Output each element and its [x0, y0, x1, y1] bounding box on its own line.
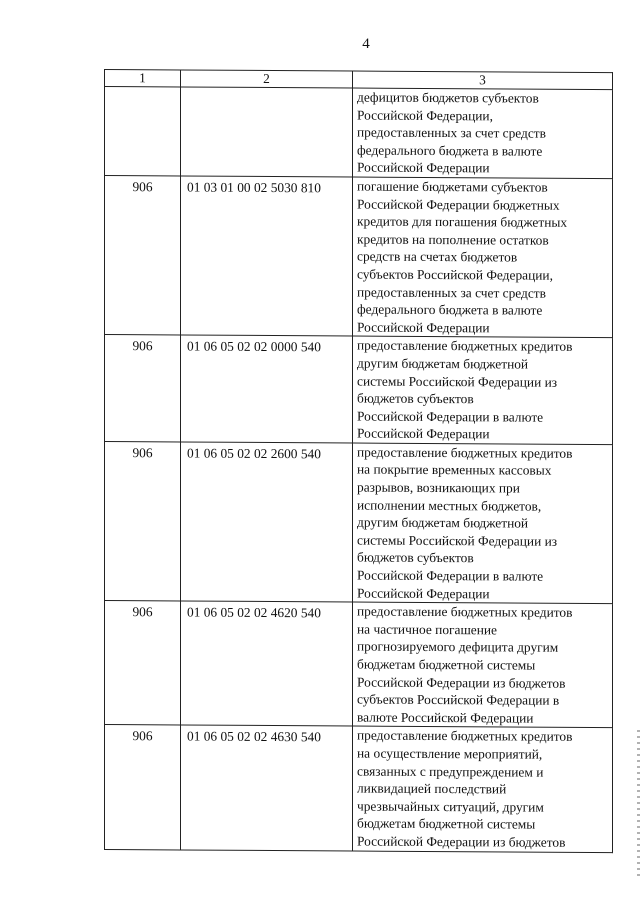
description-cell — [353, 443, 613, 604]
description-line: исполнении местных бюджетов, — [357, 497, 542, 514]
description-line: Российской Федерации из бюджетов — [357, 833, 566, 850]
budget-classification-code-cell: 01 06 05 02 02 4630 540 — [181, 725, 353, 850]
description-line: федерального бюджета в валюте — [357, 142, 543, 159]
column-header-1: 1 — [105, 70, 181, 87]
description-cell — [353, 726, 613, 852]
table-row — [105, 725, 613, 852]
description-line: другим бюджетам бюджетной — [357, 514, 529, 531]
description-line: валюте Российской Федерации — [357, 709, 534, 726]
description-cell — [353, 336, 613, 444]
description-line: предоставленных за счет средств — [357, 124, 546, 141]
table-row — [105, 601, 613, 728]
description-line: Российской Федерации — [357, 425, 490, 442]
description-line: Российской Федерации из бюджетов — [357, 674, 566, 691]
column-header-3: 3 — [353, 71, 613, 90]
description-line: средств на счетах бюджетов — [357, 248, 518, 265]
description-line: системы Российской Федерации из — [357, 373, 558, 390]
budget-classification-code-cell: 01 06 05 02 02 4620 540 — [181, 601, 353, 726]
description-line: системы Российской Федерации из — [357, 532, 558, 549]
description-line: предоставление бюджетных кредитов — [357, 727, 573, 745]
description-line: на осуществление мероприятий, — [357, 745, 543, 762]
description-line: Российской Федерации в валюте — [357, 567, 544, 584]
budget-classification-code-cell: 01 06 05 02 02 0000 540 — [181, 335, 353, 443]
budget-codes-table — [104, 69, 613, 853]
table-row — [105, 175, 613, 337]
description-line: связанных с предупреждением и — [357, 763, 544, 780]
description-line: субъектов Российской Федерации, — [357, 266, 553, 283]
description-cell — [353, 88, 613, 179]
admin-code-cell — [105, 87, 181, 176]
description-cell — [353, 602, 613, 728]
description-line: чрезвычайных ситуаций, другим — [357, 798, 544, 815]
description-line: на частичное погашение — [357, 621, 497, 638]
description-line: другим бюджетам бюджетной — [357, 355, 529, 372]
description-line: Российской Федерации бюджетных — [357, 196, 560, 213]
description-line: кредитов для погашения бюджетных — [357, 213, 568, 230]
budget-classification-code-cell: 01 06 05 02 02 2600 540 — [181, 442, 353, 602]
column-header-2: 2 — [181, 70, 353, 88]
description-cell — [353, 177, 613, 338]
description-line: прогнозируемого дефицита другим — [357, 638, 559, 656]
description-line: Российской Федерации — [357, 319, 490, 336]
admin-code-cell: 906 — [105, 441, 181, 601]
table-row — [105, 335, 613, 445]
description-line: Российской Федерации в валюте — [357, 408, 544, 425]
table-row — [105, 441, 613, 603]
description-line: разрывов, возникающих при — [357, 479, 520, 496]
description-line: федерального бюджета в валюте — [357, 301, 543, 318]
admin-code-cell: 906 — [105, 175, 181, 335]
description-line: Российской Федерации — [357, 585, 490, 601]
description-line: предоставленных за счет средств — [357, 284, 546, 301]
description-line: субъектов Российской Федерации в — [357, 691, 560, 708]
description-line: предоставление бюджетных кредитов — [357, 603, 573, 621]
description-line: предоставление бюджетных кредитов — [357, 337, 573, 355]
description-line: бюджетов субъектов — [357, 390, 474, 407]
description-line: бюджетов субъектов — [357, 549, 474, 566]
description-line: бюджетам бюджетной системы — [357, 815, 536, 832]
admin-code-cell: 906 — [105, 601, 181, 726]
page-number: 4 — [362, 36, 370, 52]
description-line: ликвидацией последствий — [357, 780, 507, 797]
description-line: погашение бюджетами субъектов — [357, 178, 548, 195]
description-line: бюджетам бюджетной системы — [357, 656, 536, 673]
description-line: Российской Федерации — [357, 159, 490, 176]
description-line: на покрытие временных кассовых — [357, 462, 552, 479]
description-line: предоставление бюджетных кредитов — [357, 444, 573, 461]
budget-classification-code-cell: 01 03 01 00 02 5030 810 — [181, 176, 353, 336]
description-line: Российской Федерации, — [357, 107, 493, 123]
table-row — [105, 87, 613, 179]
description-line: дефицитов бюджетов субъектов — [357, 89, 539, 106]
budget-classification-code-cell — [181, 87, 353, 177]
admin-code-cell: 906 — [105, 335, 181, 442]
admin-code-cell: 906 — [105, 725, 181, 850]
description-line: кредитов на пополнение остатков — [357, 231, 549, 248]
